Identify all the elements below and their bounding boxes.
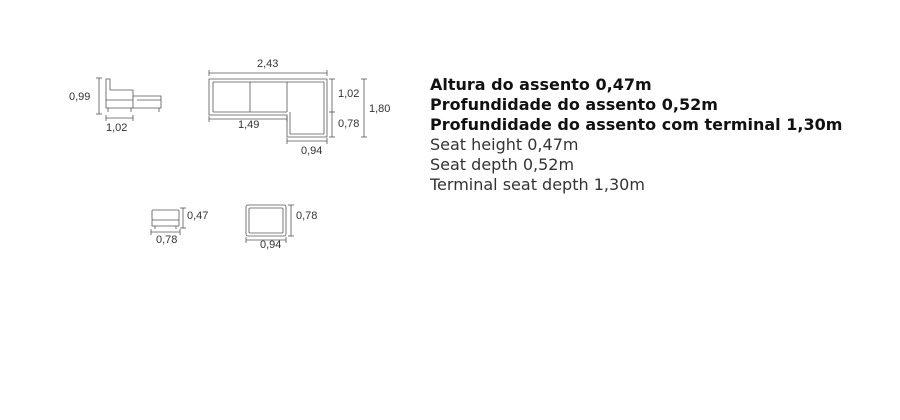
side-depth-label: 1,02	[106, 122, 128, 134]
pouf-depth-label: 0,78	[156, 234, 178, 246]
total-depth-label: 1,80	[369, 103, 391, 115]
pouf-top-depth-label: 0,78	[296, 210, 318, 222]
side-height-label: 0,99	[69, 91, 91, 103]
pouf-height-label: 0,47	[187, 210, 209, 222]
pouf-top-drawing	[246, 205, 294, 243]
seat-depth-pt: Profundidade do assento 0,52m	[430, 95, 718, 114]
total-width-label: 2,43	[257, 58, 279, 70]
chaise-depth-label: 0,78	[338, 118, 360, 130]
sofa-width-label: 1,49	[238, 119, 260, 131]
terminal-seat-depth-pt: Profundidade do assento com terminal 1,30m	[430, 115, 843, 134]
pouf-side-drawing	[151, 208, 186, 235]
seat-depth-en: Seat depth 0,52m	[430, 155, 575, 174]
seat-height-pt: Altura do assento 0,47m	[430, 75, 652, 94]
chaise-width-label: 0,94	[301, 145, 323, 157]
seat-height-en: Seat height 0,47m	[430, 135, 579, 154]
sofa-depth-label: 1,02	[338, 88, 360, 100]
pouf-top-width-label: 0,94	[260, 239, 282, 251]
side-view-drawing	[96, 78, 161, 121]
top-view-drawing	[209, 70, 367, 144]
terminal-seat-depth-en: Terminal seat depth 1,30m	[430, 175, 645, 194]
seat-specifications	[430, 75, 842, 195]
